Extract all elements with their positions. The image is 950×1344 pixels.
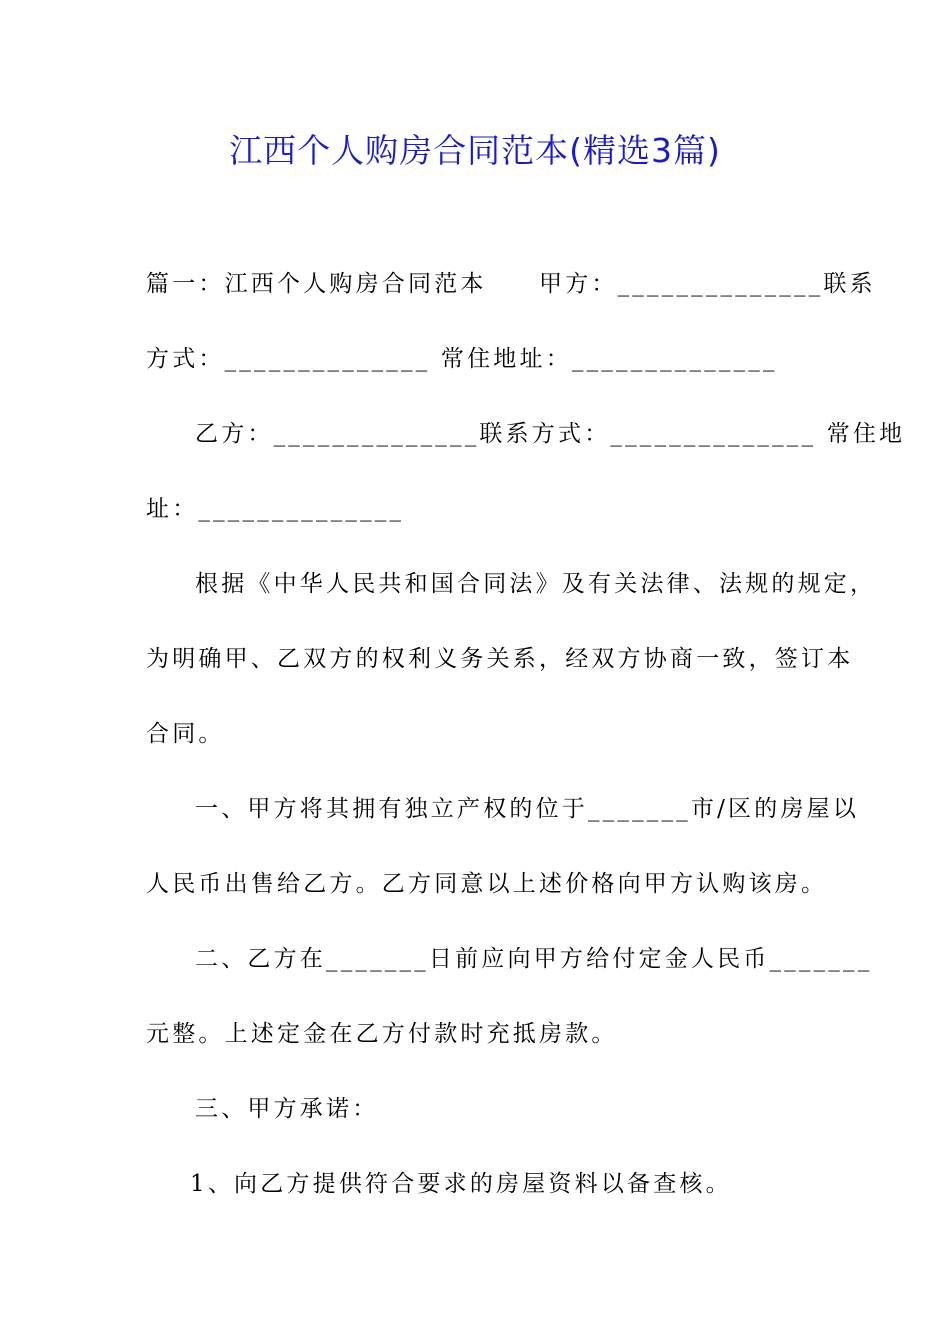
text-line-party-a: 篇一：江西个人购房合同范本 甲方：______________联系 (146, 271, 876, 297)
text-line-preamble-2: 为明确甲、乙双方的权利义务关系，经双方协商一致，签订本 (146, 646, 854, 672)
text-line-party-a-contact: 方式：______________ 常住地址：______________ (146, 346, 778, 372)
text-line-preamble-3: 合同。 (146, 721, 225, 747)
text-line-clause-1b: 人民币出售给乙方。乙方同意以上述价格向甲方认购该房。 (146, 871, 828, 897)
text-line-clause-2b: 元整。上述定金在乙方付款时充抵房款。 (146, 1021, 618, 1047)
text-line-clause-3-item-1: 1、向乙方提供符合要求的房屋资料以备查核。 (190, 1171, 732, 1197)
text-line-preamble-1: 根据《中华人民共和国合同法》及有关法律、法规的规定， (195, 571, 877, 597)
text-line-clause-1a: 一、甲方将其拥有独立产权的位于_______市/区的房屋以 (195, 796, 860, 822)
text-line-clause-3: 三、甲方承诺： (195, 1096, 379, 1122)
text-line-clause-2a: 二、乙方在_______日前应向甲方给付定金人民币_______ (195, 946, 873, 972)
text-line-party-b: 乙方：______________联系方式：______________ 常住地 (195, 421, 906, 447)
text-line-party-b-address: 址：______________ (146, 496, 405, 522)
document-title: 江西个人购房合同范本(精选3篇) (229, 131, 721, 170)
